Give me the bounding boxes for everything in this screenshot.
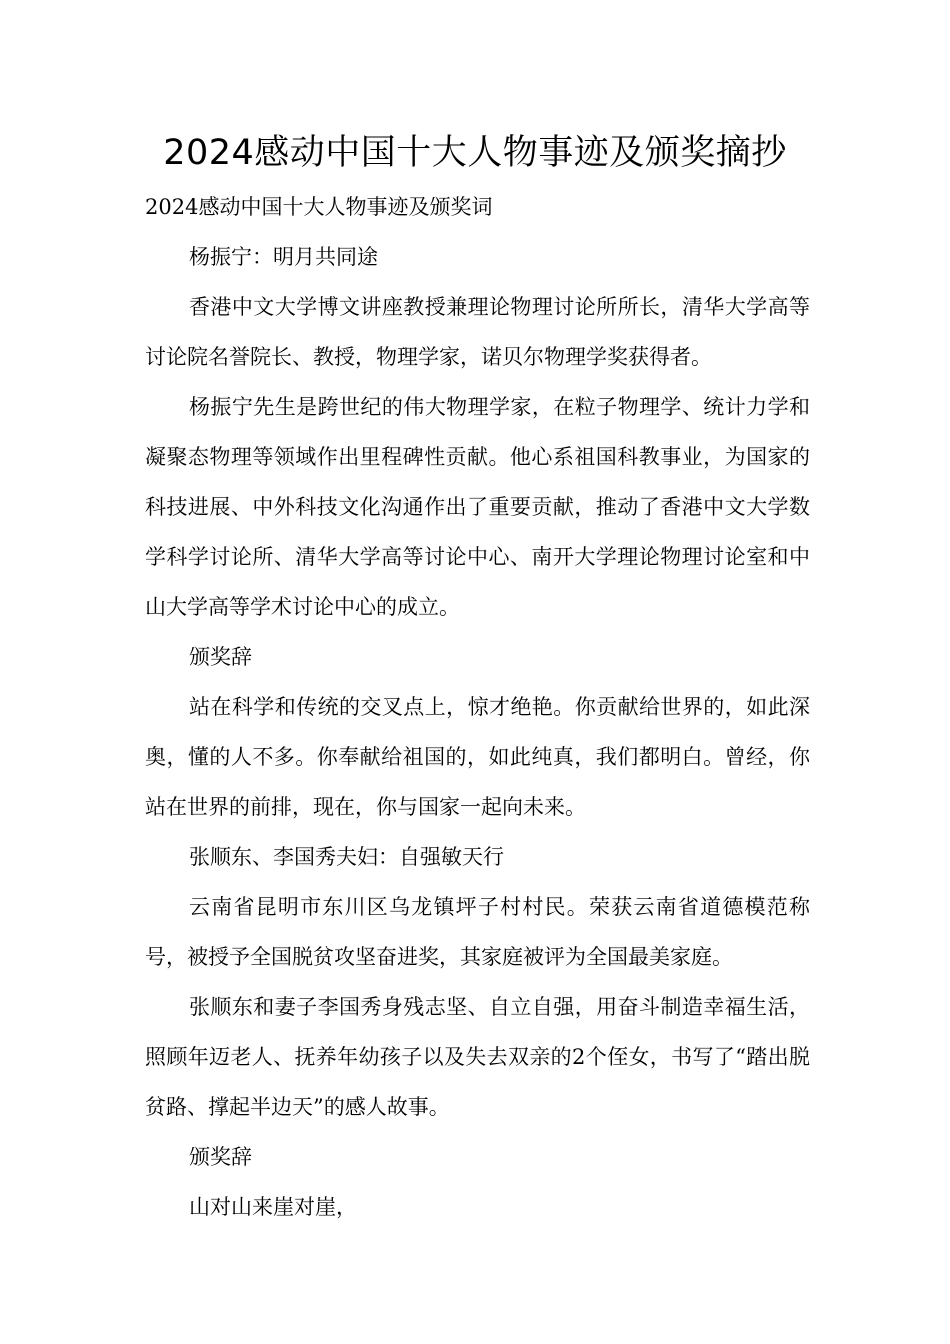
document-body <box>145 182 810 1232</box>
section-heading-yang-zhenning: 杨振宁：明月共同途 <box>189 245 378 269</box>
document-title: 2024感动中国十大人物事迹及颁奖摘抄 <box>163 133 787 173</box>
paragraph-yang-zhenning-deeds: 杨振宁先生是跨世纪的伟大物理学家，在粒子物理学、统计力学和凝聚态物理等领域作出里程碑性贡献。他心系祖国科教事业，为国家的科技进展、中外科技文化沟通作出了重要贡献，推动了香港中文大学数学科学讨论所、清华大学高等讨论中心、南开大学理论物理讨论室和中山大学高等学术讨论中心的成立。 <box>145 395 810 619</box>
paragraph-zhang-shundong-profile: 云南省昆明市东川区乌龙镇坪子村村民。荣获云南省道德模范称号，被授予全国脱贫攻坚奋进奖，其家庭被评为全国最美家庭。 <box>145 895 810 969</box>
award-speech-yang-zhenning: 站在科学和传统的交叉点上，惊才绝艳。你贡献给世界的，如此深奥，懂的人不多。你奉献给祖国的，如此纯真，我们都明白。曾经，你站在世界的前排，现在，你与国家一起向未来。 <box>145 695 810 819</box>
award-speech-zhang-shundong-line-1: 山对山来崖对崖， <box>189 1195 357 1219</box>
section-heading-zhang-shundong: 张顺东、李国秀夫妇：自强敏天行 <box>189 845 504 869</box>
award-speech-heading-2: 颁奖辞 <box>189 1145 252 1169</box>
award-speech-heading-1: 颁奖辞 <box>189 645 252 669</box>
paragraph-yang-zhenning-profile: 香港中文大学博文讲座教授兼理论物理讨论所所长，清华大学高等讨论院名誉院长、教授，物理学家，诺贝尔物理学奖获得者。 <box>145 295 810 369</box>
document-subtitle: 2024感动中国十大人物事迹及颁奖词 <box>145 195 493 219</box>
paragraph-zhang-shundong-deeds: 张顺东和妻子李国秀身残志坚、自立自强，用奋斗制造幸福生活，照顾年迈老人、抚养年幼孩子以及失去双亲的2个侄女，书写了“踏出脱贫路、撑起半边天”的感人故事。 <box>145 995 810 1119</box>
